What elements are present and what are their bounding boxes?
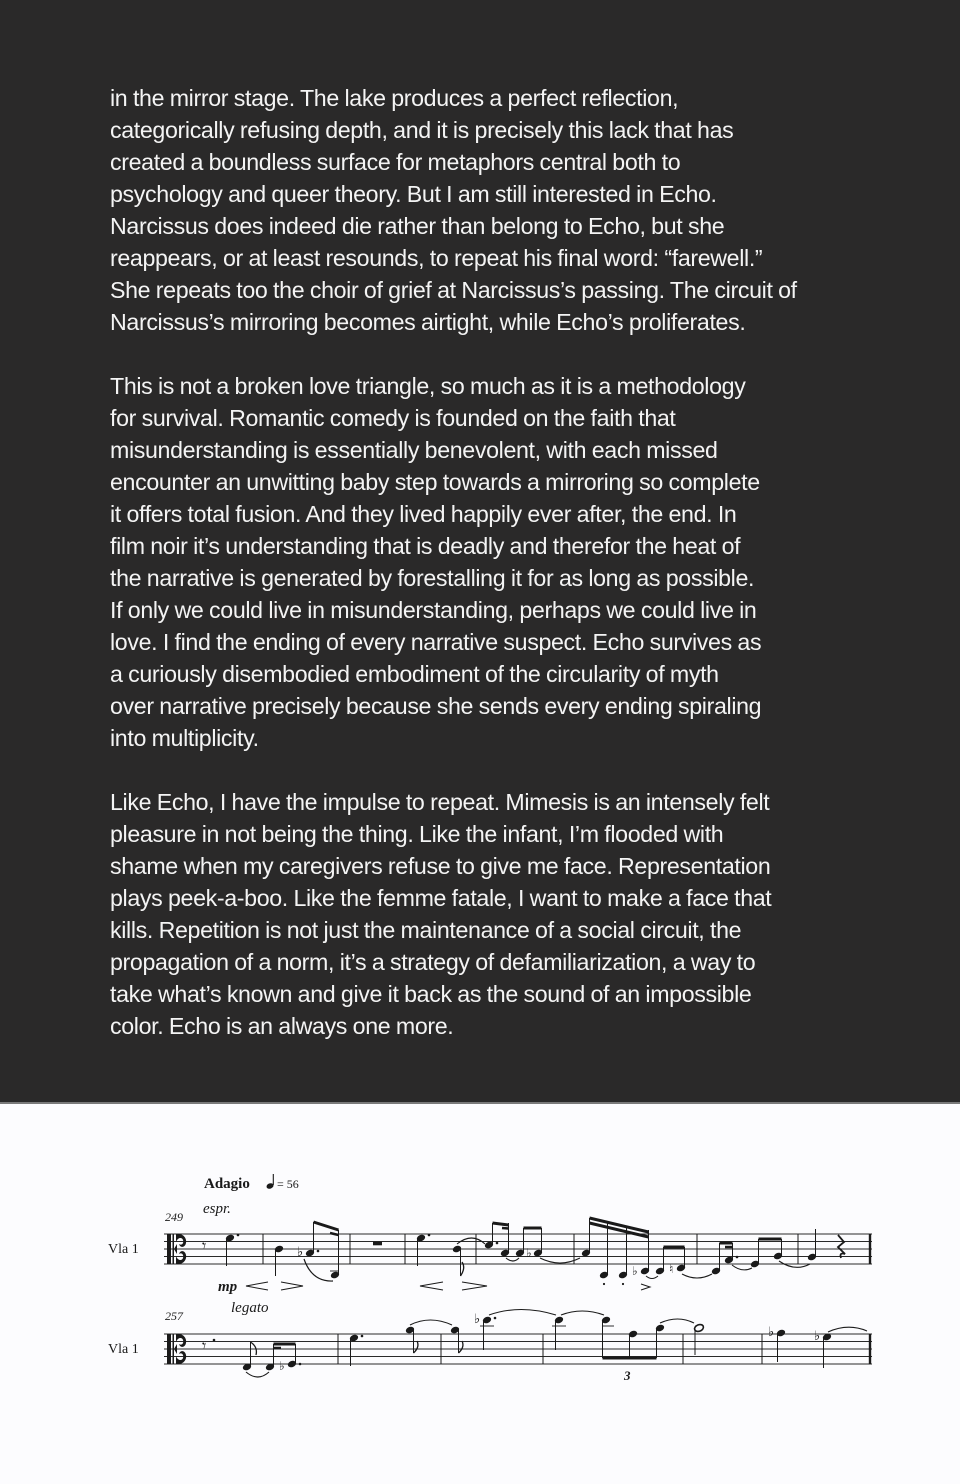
svg-text:♭: ♭ bbox=[297, 1244, 304, 1259]
whole-rest-icon bbox=[373, 1242, 382, 1246]
measure-number-257: 257 bbox=[165, 1309, 183, 1323]
svg-text:♭: ♭ bbox=[526, 1246, 532, 1260]
dynamic-mp: mp bbox=[218, 1279, 238, 1295]
score-svg bbox=[0, 1104, 960, 1484]
svg-text:♮: ♮ bbox=[669, 1262, 674, 1276]
notes-2 bbox=[202, 1310, 867, 1384]
svg-text:♭: ♭ bbox=[474, 1311, 481, 1326]
essay-paragraph-1: in the mirror stage. The lake produces a perfect reflection, categorically refusing depth, and it is precisely this lack that has created a boundless surface for metaphors central both to psychology and queer theory. But I am still interested in Echo. Narcissus does indeed die rather than belong to Echo, but she reappears, or at least resounds, to repeat his final word: “farewell.” She repeats too the choir of grief at Narcissus’s passing. The circuit of Narcissus’s mirroring becomes airtight, while Echo’s proliferates. bbox=[110, 85, 797, 335]
essay-paragraph-2: This is not a broken love triangle, so much as it is a methodology for survival. Romantic comedy is founded on the faith that misunderstanding is essentially benevolent, with each missed encounter an unwitting baby step towards a mirroring so complete it offers total fusion. And they lived happily ever after, the end. In film noir it’s understanding that is deadly and therefor the heat of the narrative is generated by forestalling it for as long as possible. If only we could live in misunderstanding, perhaps we could live in love. I find the ending of every narrative suspect. Echo survives as a curiously disembodied embodiment of the circularity of myth over narrative precisely because she sends every ending spiraling into multiplicity. bbox=[110, 373, 762, 751]
essay-paragraph-3: Like Echo, I have the impulse to repeat. Mimesis is an intensely felt pleasure in not being the thing. Like the infant, I’m flooded with shame when my caregivers refuse to give me face. Representation plays peek-a-boo. Like the femme fatale, I want to make a face that kills. Repetition is not just the maintenance of a social circuit, the propagation of a norm, it’s a strategy of defamiliarization, a way to take what’s known and give it back as the sound of an impossible color. Echo is an always one more. bbox=[110, 789, 772, 1039]
decrescendo-hairpin bbox=[462, 1282, 487, 1290]
quarter-note-icon bbox=[266, 1174, 275, 1190]
crescendo-hairpin bbox=[246, 1282, 268, 1290]
instrument-label-1: Vla 1 bbox=[108, 1242, 139, 1257]
svg-text:♭: ♭ bbox=[814, 1328, 821, 1343]
tempo-marking bbox=[204, 1174, 299, 1192]
svg-text:♭: ♭ bbox=[768, 1324, 775, 1339]
instrument-label-2: Vla 1 bbox=[108, 1342, 139, 1357]
dynamics-1 bbox=[218, 1279, 487, 1295]
crescendo-hairpin bbox=[420, 1282, 443, 1290]
tempo-value: = 56 bbox=[277, 1177, 299, 1191]
tuplet-number: 3 bbox=[624, 1368, 631, 1383]
measure-number-249: 249 bbox=[165, 1210, 183, 1224]
eighth-rest-icon: 𝄾 bbox=[202, 1338, 207, 1355]
quarter-rest-icon bbox=[838, 1235, 845, 1258]
decrescendo-hairpin bbox=[281, 1282, 303, 1290]
music-score-excerpt bbox=[0, 1104, 960, 1484]
notes-1 bbox=[202, 1218, 845, 1290]
expression-espr: espr. bbox=[203, 1201, 231, 1217]
expression-legato: legato bbox=[231, 1300, 269, 1316]
eighth-rest-icon: 𝄾 bbox=[202, 1238, 207, 1255]
staff-2 bbox=[164, 1334, 872, 1364]
essay-body bbox=[110, 82, 890, 1074]
svg-text:♭: ♭ bbox=[279, 1359, 285, 1373]
tempo-label: Adagio bbox=[204, 1176, 250, 1192]
svg-text:♭: ♭ bbox=[632, 1264, 638, 1278]
